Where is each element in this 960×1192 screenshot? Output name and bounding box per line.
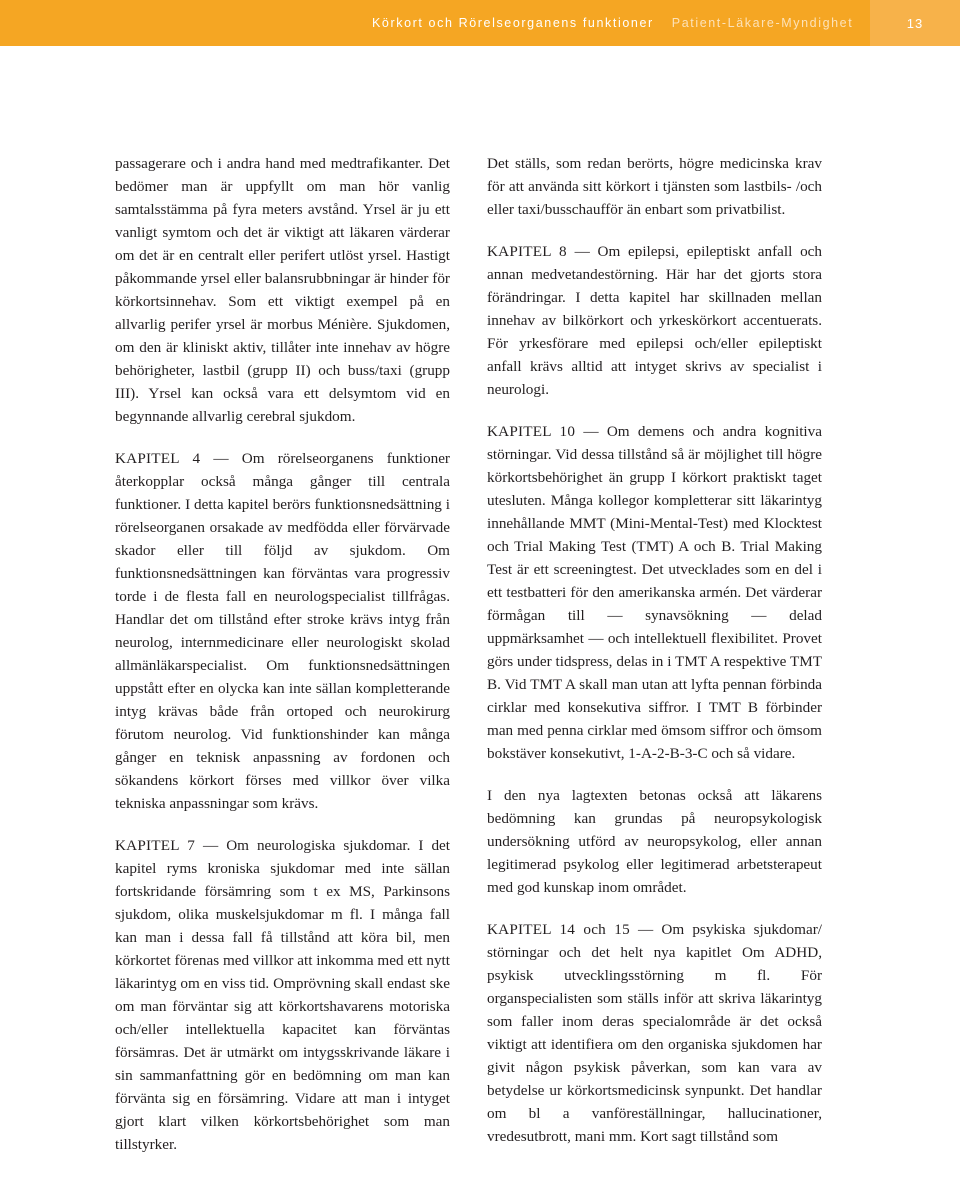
paragraph-text: — Om neurologiska sjukdomar. I det kapitel ryms kroniska sjukdomar med inte sällan fortskridande försämring som t ex MS, Parkinsons sjukdom, olika muskelsjukdomar m fl. I många fall kan man i dessa fall få tillstånd att köra bil, men körkortet förenas med villkor att inkomma med ett nytt läkarintyg om en viss tid. Omprövning skall endast ske om man förväntar sig att körkortshavarens motoriska och/eller intellektuella kapacitet kan förväntas försämras. Det är utmärkt om intygsskrivande läkare i sin sammanfattning gör en bedömning om man kan förvänta sig en försämring. Vidare att man i intyget gjort klart vilken körkortsbehörighet som man tillstyrker. — [115, 837, 450, 1153]
page-number: 13 — [906, 15, 924, 31]
paragraph: passagerare och i andra hand med medtrafikanter. Det bedömer man är uppfyllt om man hör vanlig samtalsstämma på fyra meters avstånd. Yrsel är ju ett vanligt symtom och det är viktigt att läkaren värderar om det är en centralt eller perifert utlöst yrsel. Hastigt påkommande yrsel eller balansrubbningar är hinder för körkortsinnehav. Som ett viktigt exempel på en allvarlig perifer yrsel är morbus Ménière. Sjukdomen, om den är kliniskt aktiv, tillåter inte innehav av högre behörigheter, lastbil (grupp II) och buss/taxi (grupp III). Yrsel kan också vara ett delsymtom vid en begynnande allvarlig cerebral sjukdom. — [115, 155, 450, 425]
left-column — [115, 152, 450, 1175]
page-header — [0, 0, 870, 46]
header-title: Körkort och Rörelseorganens funktioner — [372, 16, 654, 30]
paragraph-text: — Om epilepsi, epileptiskt anfall och annan medvetandestörning. Här har det gjorts stora förändringar. I detta kapitel har skillnaden mellan innehav av bilkörkort och yrkeskörkort accentuerats. För yrkesförare med epilepsi och/eller epileptiskt anfall krävs alltid att intyget skrivs av specialist i neurologi. — [487, 243, 822, 398]
page-number-box — [870, 0, 960, 46]
header-subtitle: Patient-Läkare-Myndighet — [671, 16, 854, 30]
chapter-label: KAPITEL 14 och 15 — [487, 921, 630, 938]
right-column — [487, 152, 822, 1167]
paragraph: Det ställs, som redan berörts, högre medicinska krav för att använda sitt körkort i tjänsten som lastbils- /och eller taxi/busschaufför än enbart som privatbilist. — [487, 155, 822, 218]
paragraph-kapitel-8 — [487, 240, 822, 401]
chapter-label: KAPITEL 10 — [487, 423, 576, 440]
paragraph: I den nya lagtexten betonas också att läkarens bedömning kan grundas på neuropsykologisk undersökning utförd av neuropsykolog, eller annan legitimerad psykolog eller legitimerad arbetsterapeut med god kunskap inom området. — [487, 787, 822, 896]
chapter-label: KAPITEL 8 — [487, 243, 567, 260]
paragraph-text: — Om rörelseorganens funktioner återkopplar också många gånger till centrala funktioner. I detta kapitel berörs funktionsnedsättning i rörelseorganen orsakade av medfödda eller förvärvade skador eller till följd av sjukdom. Om funktionsnedsättningen kan förväntas vara progressiv torde i de flesta fall en neurologspecialist tillfrågas. Handlar det om tillstånd efter stroke krävs intyg från neurolog, internmedicinare eller neurologiskt skolad allmänläkarspecialist. Om funktionsnedsättningen uppstått efter en olycka kan inte sällan kompletterande intyg krävas både från ortoped och neurokirurg förutom neurolog. Vid funktionshinder kan många gånger en teknisk anpassning av fordonen och sökandens körkort förses med villkor över vilka tekniska anpassningar som krävs. — [115, 450, 450, 812]
chapter-label: KAPITEL 4 — [115, 450, 201, 467]
paragraph-kapitel-4 — [115, 447, 450, 815]
paragraph-kapitel-10 — [487, 420, 822, 765]
paragraph-text: — Om demens och andra kognitiva störningar. Vid dessa tillstånd så är möjlighet till högre körkortsbehörighet än grupp I körkort praktiskt taget utesluten. Många kollegor kompletterar sitt läkarintyg innehållande MMT (Mini-Mental-Test) med Klocktest och Trial Making Test (TMT) A och B. Trial Making Test är ett screeningtest. Det utvecklades som en del i ett testbatteri för den amerikanska armén. Det värderar förmågan till — synavsökning — delad uppmärksamhet — och intellektuell flexibilitet. Provet görs under tidspress, delas in i TMT A respektive TMT B. Vid TMT A skall man utan att lyfta pennan förbinda cirklar med konsekutiva siffror. I TMT B förbinder man med penna cirklar med ömsom siffror och ömsom bokstäver konsekutivt, 1-A-2-B-3-C och så vidare. — [487, 423, 822, 762]
paragraph-text: — Om psykiska sjukdomar/ störningar och det helt nya kapitlet Om ADHD, psykisk utvecklingsstörning m fl. För organspecialisten som ställs inför att skriva läkarintyg som faller inom deras specialområde är det också viktigt att identifiera om den organiska sjukdomen har givit någon psykisk påverkan, som kan vara av betydelse ur körkortsmedicinsk synpunkt. Det handlar om bl a vanföreställningar, hallucinationer, vredesutbrott, mani mm. Kort sagt tillstånd som — [487, 921, 822, 1145]
paragraph-kapitel-14-15 — [487, 918, 822, 1148]
paragraph-kapitel-7 — [115, 834, 450, 1156]
chapter-label: KAPITEL 7 — [115, 837, 196, 854]
